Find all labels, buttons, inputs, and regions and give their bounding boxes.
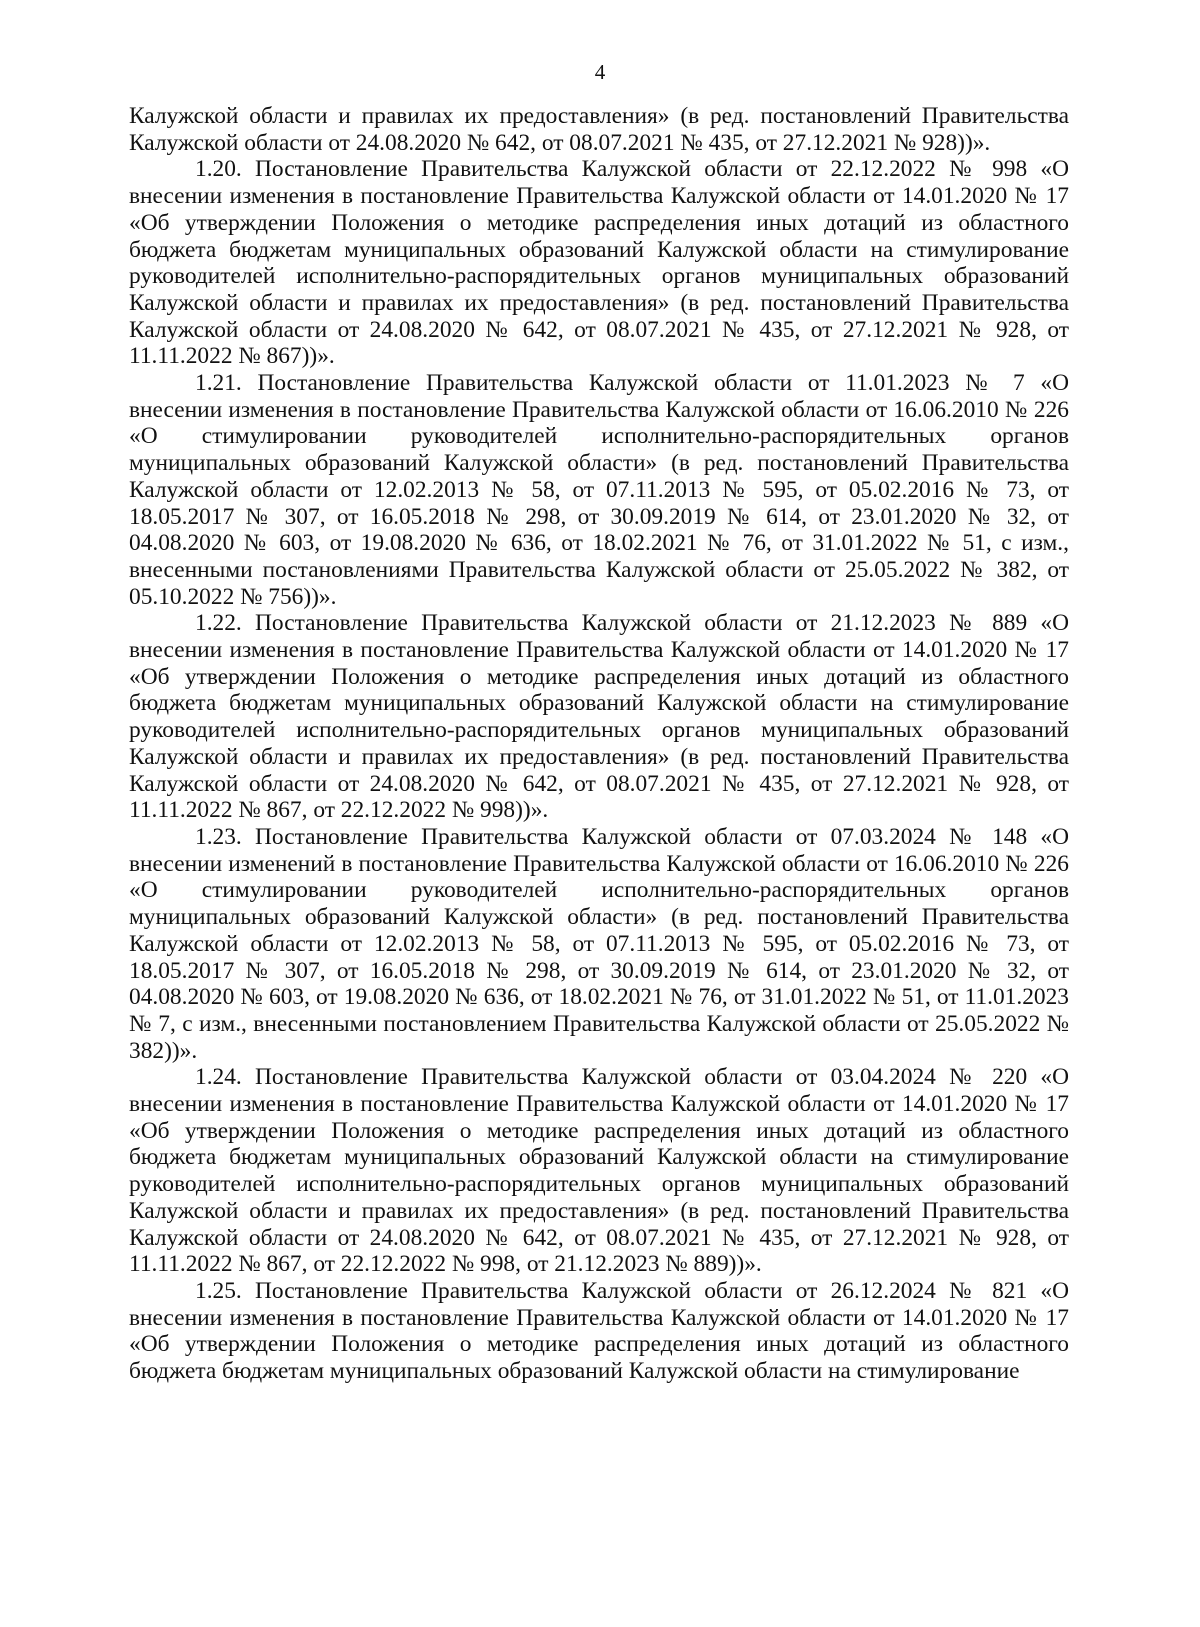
paragraph-item-1-21: 1.21. Постановление Правительства Калужской области от 11.01.2023 № 7 «О внесении изменения в постановление Правительства Калужской области от 16.06.2010 № 226 «О стимулировании руководителей исполнительно-распорядительных органов муниципальных образований Калужской области» (в ред. постановлений Правительства Калужской области от 12.02.2013 № 58, от 07.11.2013 № 595, от 05.02.2016 № 73, от 18.05.2017 № 307, от 16.05.2018 № 298, от 30.09.2019 № 614, от 23.01.2020 № 32, от 04.08.2020 № 603, от 19.08.2020 № 636, от 18.02.2021 № 76, от 31.01.2022 № 51, с изм., внесенными постановлениями Правительства Калужской области от 25.05.2022 № 382, от 05.10.2022 № 756))». xyxy=(129,370,1069,610)
paragraph-item-1-22: 1.22. Постановление Правительства Калужской области от 21.12.2023 № 889 «О внесении изменения в постановление Правительства Калужской области от 14.01.2020 № 17 «Об утверждении Положения о методике распределения иных дотаций из областного бюджета бюджетам муниципальных образований Калужской области на стимулирование руководителей исполнительно-распорядительных органов муниципальных образований Калужской области и правилах их предоставления» (в ред. постановлений Правительства Калужской области от 24.08.2020 № 642, от 08.07.2021 № 435, от 27.12.2021 № 928, от 11.11.2022 № 867, от 22.12.2022 № 998))». xyxy=(129,610,1069,824)
page-number: 4 xyxy=(594,60,606,84)
paragraph-item-1-23: 1.23. Постановление Правительства Калужской области от 07.03.2024 № 148 «О внесении изменений в постановление Правительства Калужской области от 16.06.2010 № 226 «О стимулировании руководителей исполнительно-распорядительных органов муниципальных образований Калужской области» (в ред. постановлений Правительства Калужской области от 12.02.2013 № 58, от 07.11.2013 № 595, от 05.02.2016 № 73, от 18.05.2017 № 307, от 16.05.2018 № 298, от 30.09.2019 № 614, от 23.01.2020 № 32, от 04.08.2020 № 603, от 19.08.2020 № 636, от 18.02.2021 № 76, от 31.01.2022 № 51, от 11.01.2023 № 7, с изм., внесенными постановлением Правительства Калужской области от 25.05.2022 № 382))». xyxy=(129,823,1069,1064)
paragraph-item-1-24: 1.24. Постановление Правительства Калужской области от 03.04.2024 № 220 «О внесении изменения в постановление Правительства Калужской области от 14.01.2020 № 17 «Об утверждении Положения о методике распределения иных дотаций из областного бюджета бюджетам муниципальных образований Калужской области на стимулирование руководителей исполнительно-распорядительных органов муниципальных образований Калужской области и правилах их предоставления» (в ред. постановлений Правительства Калужской области от 24.08.2020 № 642, от 08.07.2021 № 435, от 27.12.2021 № 928, от 11.11.2022 № 867, от 22.12.2022 № 998, от 21.12.2023 № 889))». xyxy=(129,1064,1069,1278)
document-body xyxy=(129,103,1069,1385)
paragraph-item-1-20: 1.20. Постановление Правительства Калужской области от 22.12.2022 № 998 «О внесении изменения в постановление Правительства Калужской области от 14.01.2020 № 17 «Об утверждении Положения о методике распределения иных дотаций из областного бюджета бюджетам муниципальных образований Калужской области на стимулирование руководителей исполнительно-распорядительных органов муниципальных образований Калужской области и правилах их предоставления» (в ред. постановлений Правительства Калужской области от 24.08.2020 № 642, от 08.07.2021 № 435, от 27.12.2021 № 928, от 11.11.2022 № 867))». xyxy=(129,156,1069,370)
paragraph-continuation: Калужской области и правилах их предоставления» (в ред. постановлений Правительства Калужской области от 24.08.2020 № 642, от 08.07.2021 № 435, от 27.12.2021 № 928))». xyxy=(129,103,1069,156)
paragraph-item-1-25: 1.25. Постановление Правительства Калужской области от 26.12.2024 № 821 «О внесении изменения в постановление Правительства Калужской области от 14.01.2020 № 17 «Об утверждении Положения о методике распределения иных дотаций из областного бюджета бюджетам муниципальных образований Калужской области на стимулирование xyxy=(129,1277,1069,1385)
